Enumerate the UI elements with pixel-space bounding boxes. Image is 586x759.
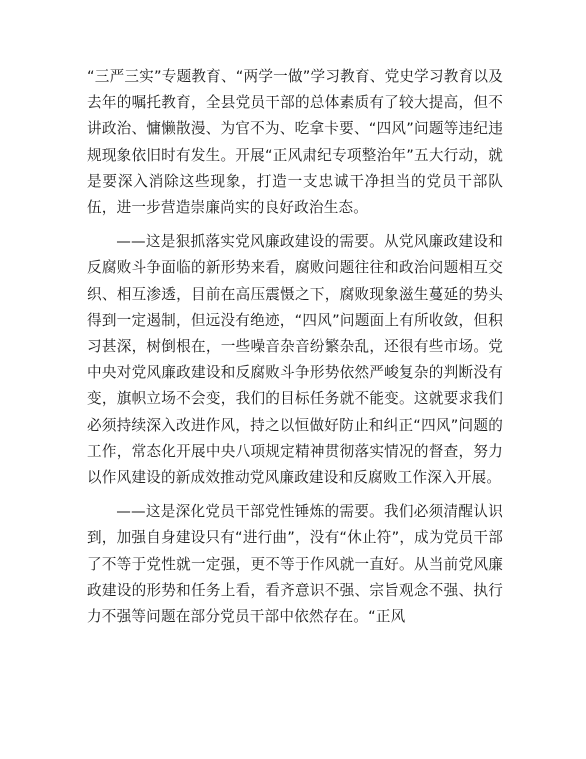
paragraph-1: “三严三实”专题教育、“两学一做”学习教育、党史学习教育以及去年的嘱托教育，全县党员干部的总体素质有了较大提高，但不讲政治、慵懒散漫、为官不为、吃拿卡要、“四风”问题等违纪违规现象依旧时有发生。开展“正风肃纪专项整治年”五大行动，就是要深入消除这些现象，打造一支忠诚干净担当的党员干部队伍，进一步营造崇廉尚实的良好政治生态。	[87, 68, 503, 217]
document-body	[87, 64, 503, 638]
paragraph-2: ——这是狠抓落实党风廉政建设的需要。从党风廉政建设和反腐败斗争面临的新形势来看，腐败问题往往和政治问题相互交织、相互渗透，目前在高压震慑之下，腐败现象滋生蔓延的势头得到一定遏制，但远没有绝迹，“四风”问题面上有所收敛，但积习甚深，树倒根在，一些噪音杂音纷繁杂乱，还很有些市场。党中央对党风廉政建设和反腐败斗争形势依然严峻复杂的判断没有变，旗帜立场不会变，我们的目标任务就不能变。这就要求我们必须持续深入改进作风，持之以恒做好防止和纠正“四风”问题的工作，常态化开展中央八项规定精神贯彻落实情况的督查，努力以作风建设的新成效推动党风廉政建设和反腐败工作深入开展。	[87, 233, 503, 487]
paragraph-3: ——这是深化党员干部党性锤炼的需要。我们必须清醒认识到，加强自身建设只有“进行曲”，没有“休止符”，成为党员干部了不等于党性就一定强，更不等于作风就一直好。从当前党风廉政建设的形势和任务上看，看齐意识不强、宗旨观念不强、执行力不强等问题在部分党员干部中依然存在。“正风	[87, 503, 503, 626]
